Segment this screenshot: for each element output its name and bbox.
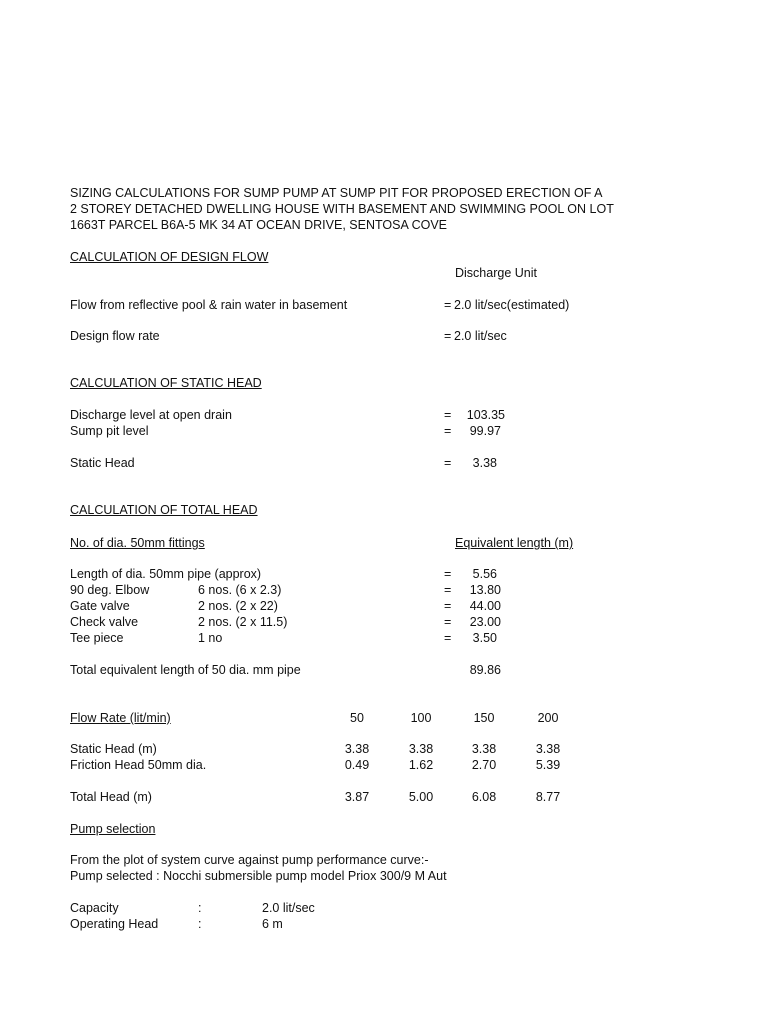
static-head-value: 3.38: [472, 456, 497, 470]
gate-valve-value: 44.00: [469, 599, 501, 613]
tee-piece-value: 3.50: [472, 631, 497, 645]
static-head-cell: 3.38: [471, 742, 497, 756]
check-valve-value: 23.00: [469, 615, 501, 629]
total-head-cell: 3.87: [344, 790, 370, 804]
static-head-row-label: Static Head (m): [70, 742, 157, 756]
total-head-heading: CALCULATION OF TOTAL HEAD: [70, 503, 258, 517]
sump-pit-level-equals: =: [444, 424, 452, 438]
friction-head-cell: 0.49: [344, 758, 370, 772]
tee-piece-equals: =: [444, 631, 452, 645]
design-flow-heading: CALCULATION OF DESIGN FLOW: [70, 250, 269, 264]
tee-piece-label: Tee piece: [70, 631, 124, 645]
fittings-heading: No. of dia. 50mm fittings: [70, 536, 205, 550]
friction-head-cell: 1.62: [408, 758, 434, 772]
flow-rate-cell: 100: [410, 711, 432, 725]
equivalent-length-heading: Equivalent length (m): [455, 536, 574, 550]
pump-selection-line-2: Pump selected : Nocchi submersible pump model Priox 300/9 M Aut: [70, 869, 447, 883]
doc-title-line-3: 1663T PARCEL B6A-5 MK 34 AT OCEAN DRIVE, SENTOSA COVE: [70, 218, 447, 232]
static-head-cell: 3.38: [535, 742, 561, 756]
tee-piece-qty: 1 no: [198, 631, 223, 645]
doc-title-line-1: SIZING CALCULATIONS FOR SUMP PUMP AT SUMP PIT FOR PROPOSED ERECTION OF A: [70, 186, 603, 200]
discharge-level-label: Discharge level at open drain: [70, 408, 232, 422]
check-valve-label: Check valve: [70, 615, 139, 629]
pump-selection-heading: Pump selection: [70, 822, 156, 836]
static-head-equals: =: [444, 456, 452, 470]
pump-selection-line-1: From the plot of system curve against pump performance curve:-: [70, 853, 429, 867]
total-equiv-length-value: 89.86: [469, 663, 501, 677]
elbow-value: 13.80: [469, 583, 501, 597]
gate-valve-equals: =: [444, 599, 452, 613]
sump-pit-level-value: 99.97: [469, 424, 501, 438]
discharge-unit-label: Discharge Unit: [455, 266, 537, 280]
check-valve-equals: =: [444, 615, 452, 629]
flow-rate-cell: 200: [537, 711, 559, 725]
operating-head-label: Operating Head: [70, 917, 159, 931]
flow-rate-cell: 50: [350, 711, 364, 725]
total-head-cell: 8.77: [535, 790, 561, 804]
elbow-label: 90 deg. Elbow: [70, 583, 150, 597]
total-head-cell: 6.08: [471, 790, 497, 804]
friction-head-cell: 5.39: [535, 758, 561, 772]
capacity-colon: :: [198, 901, 202, 915]
capacity-label: Capacity: [70, 901, 119, 915]
total-equiv-length-label: Total equivalent length of 50 dia. mm pipe: [70, 663, 301, 677]
design-flow-rate-equals: =: [444, 329, 452, 343]
reflective-pool-flow-label: Flow from reflective pool & rain water in basement: [70, 298, 348, 312]
static-head-cell: 3.38: [408, 742, 434, 756]
operating-head-value: 6 m: [262, 917, 283, 931]
elbow-qty: 6 nos. (6 x 2.3): [198, 583, 282, 597]
discharge-level-equals: =: [444, 408, 452, 422]
static-head-heading: CALCULATION OF STATIC HEAD: [70, 376, 262, 390]
reflective-pool-flow-value: 2.0 lit/sec(estimated): [454, 298, 570, 312]
discharge-level-value: 103.35: [466, 408, 505, 422]
friction-head-cell: 2.70: [471, 758, 497, 772]
gate-valve-label: Gate valve: [70, 599, 130, 613]
total-head-row-label: Total Head (m): [70, 790, 152, 804]
pipe-length-label: Length of dia. 50mm pipe (approx): [70, 567, 262, 581]
reflective-pool-flow-equals: =: [444, 298, 452, 312]
design-flow-rate-value: 2.0 lit/sec: [454, 329, 507, 343]
gate-valve-qty: 2 nos. (2 x 22): [198, 599, 278, 613]
check-valve-qty: 2 nos. (2 x 11.5): [198, 615, 288, 629]
doc-title-line-2: 2 STOREY DETACHED DWELLING HOUSE WITH BASEMENT AND SWIMMING POOL ON LOT: [70, 202, 614, 216]
operating-head-colon: :: [198, 917, 202, 931]
pipe-length-equals: =: [444, 567, 452, 581]
sump-pit-level-label: Sump pit level: [70, 424, 149, 438]
elbow-equals: =: [444, 583, 452, 597]
capacity-value: 2.0 lit/sec: [262, 901, 315, 915]
flow-rate-cell: 150: [473, 711, 495, 725]
pipe-length-value: 5.56: [472, 567, 497, 581]
friction-head-row-label: Friction Head 50mm dia.: [70, 758, 207, 772]
total-head-cell: 5.00: [408, 790, 434, 804]
static-head-cell: 3.38: [344, 742, 370, 756]
static-head-label: Static Head: [70, 456, 135, 470]
flow-rate-header: Flow Rate (lit/min): [70, 711, 171, 725]
design-flow-rate-label: Design flow rate: [70, 329, 160, 343]
